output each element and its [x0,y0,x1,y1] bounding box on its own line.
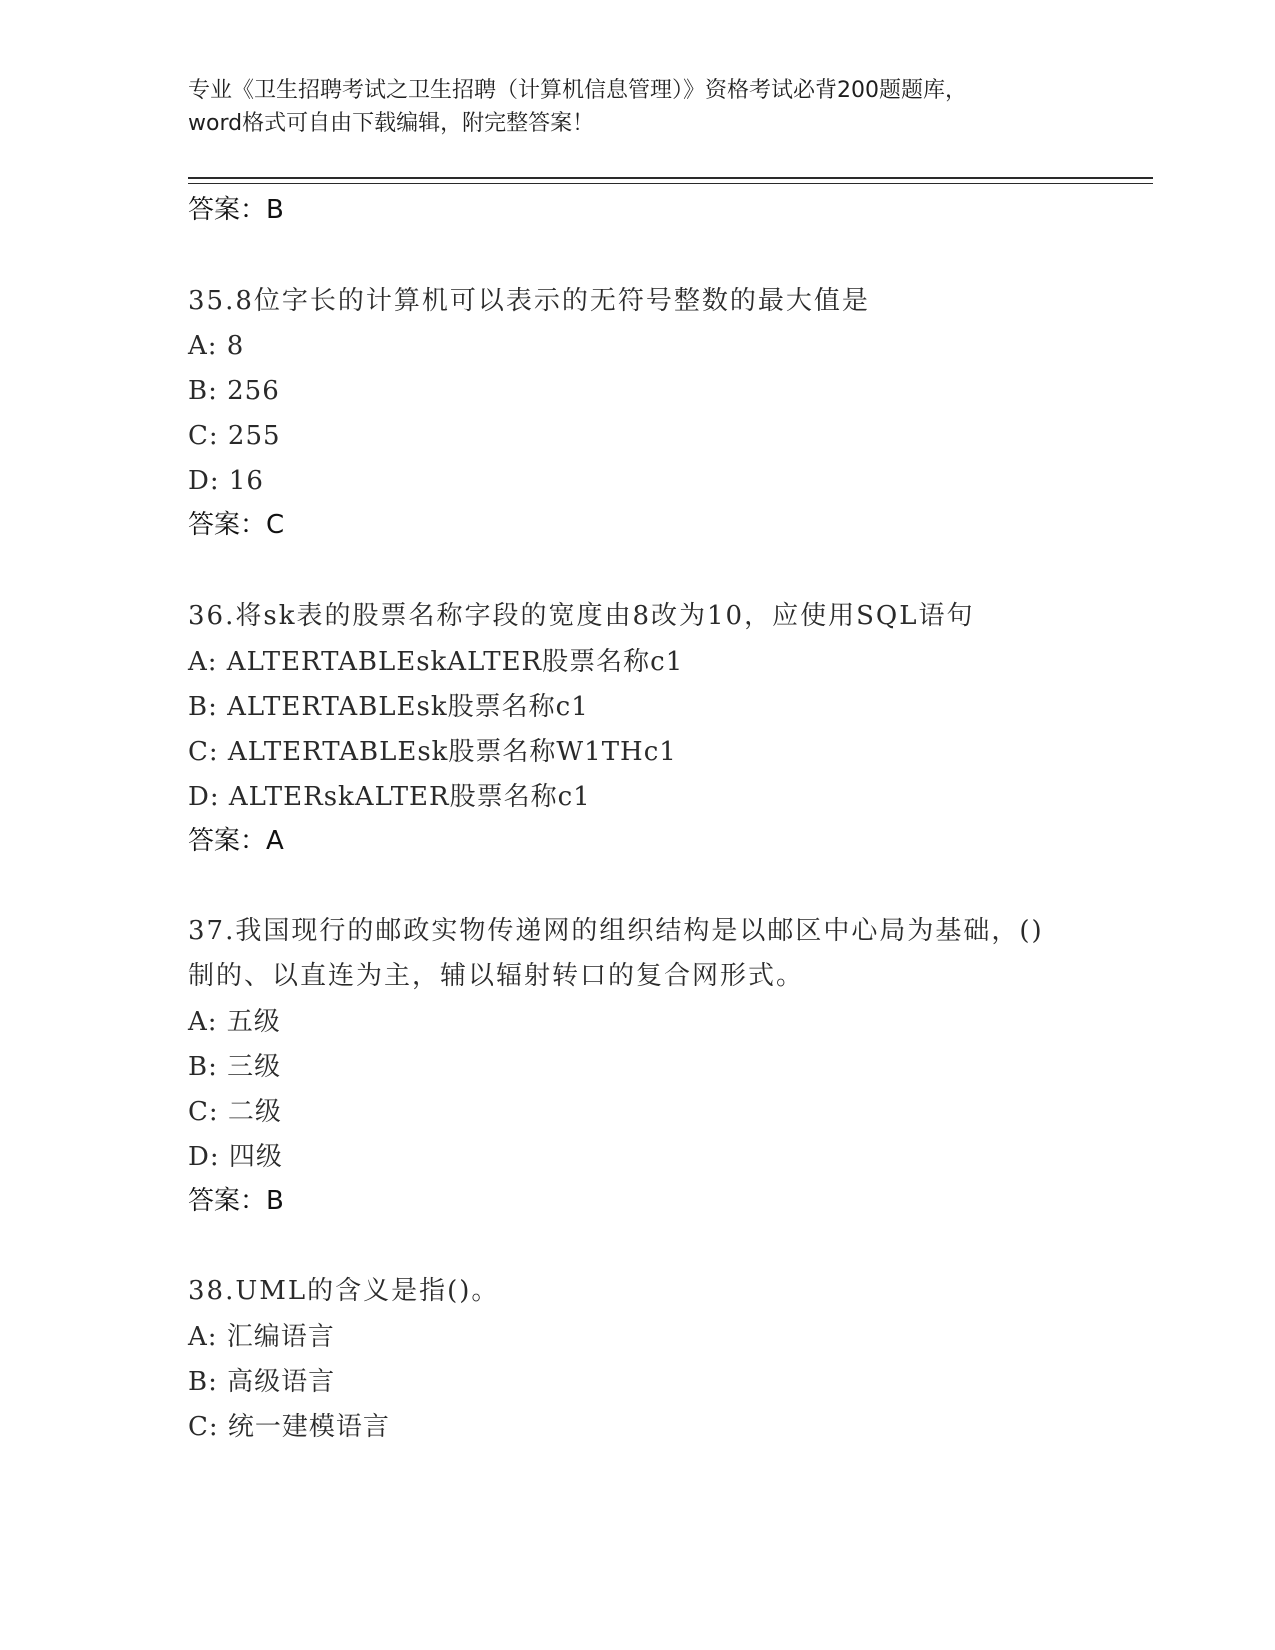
header-line-2: word格式可自由下载编辑，附完整答案！ [188,111,595,136]
question-stem-line-1: 37.我国现行的邮政实物传递网的组织结构是以邮区中心局为基础，() [188,916,1044,946]
option-d: D: 16 [188,466,264,496]
option-b: B: 三级 [188,1052,282,1082]
option-c: C: 统一建模语言 [188,1412,390,1442]
header-line-1: 专业《卫生招聘考试之卫生招聘（计算机信息管理）》资格考试必背200题题库， [188,78,967,103]
answer-label: 答案：A [188,826,284,856]
answer-label: 答案：B [188,1186,284,1216]
option-d: D: 四级 [188,1142,283,1172]
option-a: A: 五级 [188,1007,281,1037]
question-stem: 35.8位字长的计算机可以表示的无符号整数的最大值是 [188,286,870,316]
header-divider-thick [188,177,1153,179]
option-a: A: ALTERTABLEskALTER股票名称c1 [188,647,684,677]
option-a: A: 汇编语言 [188,1322,335,1352]
option-b: B: 高级语言 [188,1367,336,1397]
document-header [188,74,1088,140]
option-b: B: ALTERTABLEsk股票名称c1 [188,692,589,722]
option-b: B: 256 [188,376,280,406]
option-c: C: ALTERTABLEsk股票名称W1THc1 [188,737,677,767]
question-stem: 38.UML的含义是指()。 [188,1276,500,1306]
question-stem-line-2: 制的、以直连为主，辅以辐射转口的复合网形式。 [188,961,805,991]
option-d: D: ALTERskALTER股票名称c1 [188,782,591,812]
answer-label: 答案：B [188,195,284,225]
header-divider-thin [188,183,1153,184]
question-stem: 36.将sk表的股票名称字段的宽度由8改为10，应使用SQL语句 [188,601,975,631]
option-a: A: 8 [188,331,245,361]
option-c: C: 二级 [188,1097,282,1127]
answer-label: 答案：C [188,510,285,540]
option-c: C: 255 [188,421,281,451]
